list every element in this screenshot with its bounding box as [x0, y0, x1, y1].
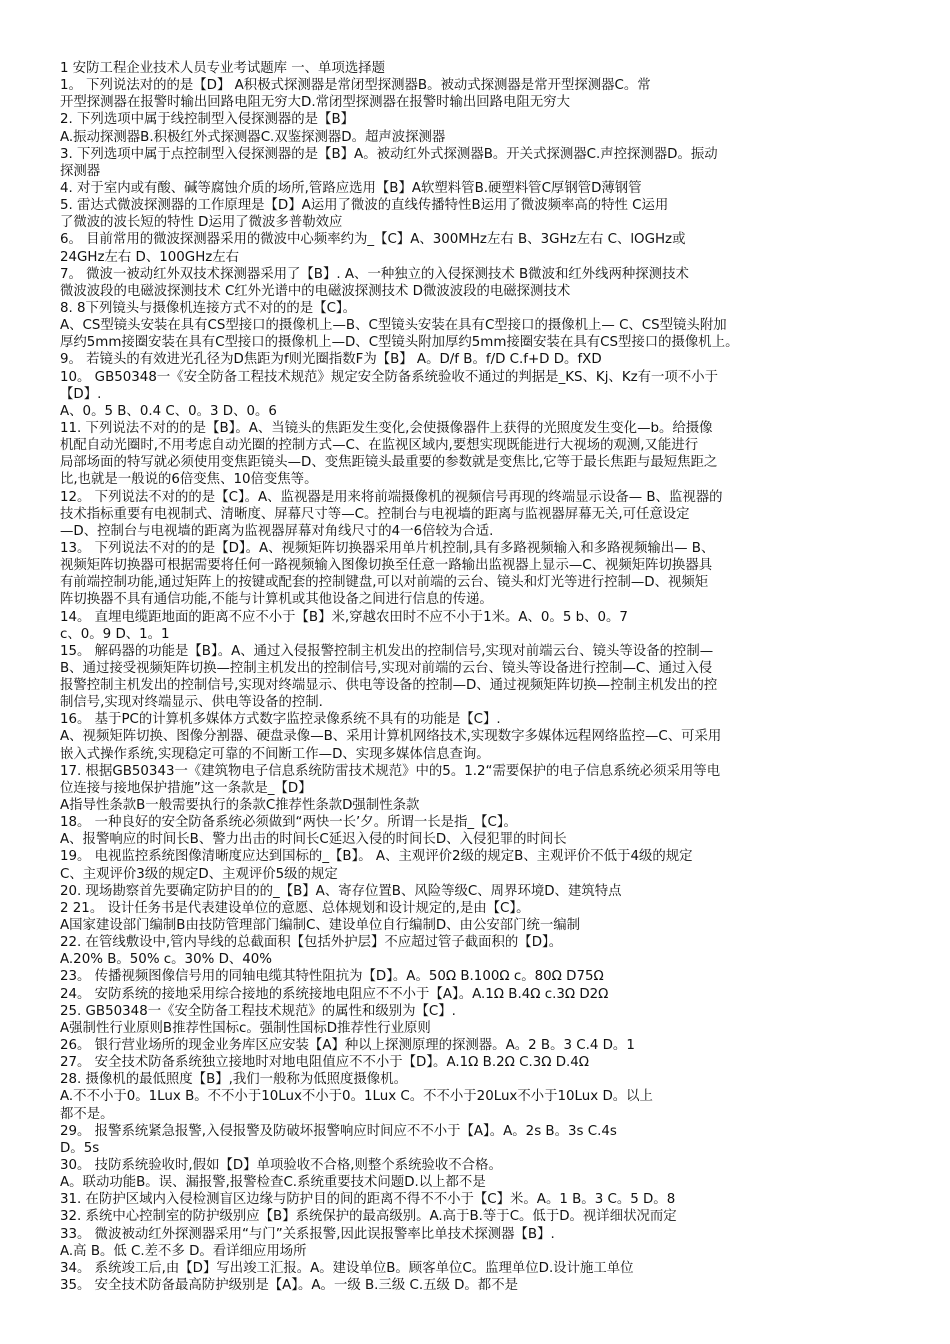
- text-line: 14。 直埋电缆距地面的距离不应不小于【B】米,穿越农田时不应不小于1米。A、0。5 b、0。7: [60, 609, 628, 625]
- text-line: 19。 电视监控系统图像清晰度应达到国标的_【B】。 A、主观评价2级的规定B、主观评价不低于4级的规定: [60, 849, 693, 865]
- text-line: D。5s: [60, 1140, 100, 1156]
- text-line: B、通过接受视频矩阵切换—控制主机发出的控制信号,实现对前端的云台、镜头等设备进行控制—C、通过入侵: [60, 660, 713, 676]
- text-line: 6。 目前常用的微波探测器采用的微波中心频率约为_【C】A、300MHz左右 B、3GHz左右 C、lOGHz或: [60, 232, 686, 248]
- text-line: 16。 基于PC的计算机多媒体方式数字监控录像系统不具有的功能是【C】.: [60, 712, 501, 728]
- text-line: A、报警响应的时间长B、警力出击的时间长C延迟入侵的时间长D、入侵犯罪的时间长: [60, 832, 567, 848]
- text-line: 嵌入式操作系统,实现稳定可靠的不间断工作—D、实现多媒体信息查询。: [60, 746, 490, 762]
- text-line: 1。 下列说法对的的是【D】 A积极式探测器是常闭型探测器B。被动式探测器是常开型探测器C。常: [60, 78, 651, 94]
- text-line: 局部场面的特写就必须使用变焦距镜头—D、变焦距镜头最重要的参数就是变焦比,它等于最长焦距与最短焦距之: [60, 455, 718, 471]
- text-line: 阵切换器不具有通信功能,不能与计算机或其他设备之间进行信息的传递。: [60, 592, 493, 608]
- text-line: A、0。5 B、0.4 C、0。3 D、0。6: [60, 403, 277, 419]
- text-line: 18。 一种良好的安全防备系统必须做到“两快一长’夕。所谓一长是指_【C】。: [60, 815, 517, 831]
- text-line: 4. 对于室内或有酸、碱等腐蚀介质的场所,管路应选用【B】A软塑料管B.硬塑料管C厚钢管D薄钢管: [60, 180, 642, 196]
- text-line: A指导性条款B一般需要执行的条款C推荐性条款D强制性条款: [60, 798, 420, 814]
- text-line: 24GHz左右 D、100GHz左右: [60, 249, 240, 265]
- text-line: 机配自动光圈时,不用考虑自动光圈的控制方式—C、在监视区域内,要想实现既能进行大视场的观测,又能进行: [60, 438, 699, 454]
- text-line: A.高 B。低 C.差不多 D。看详细应用场所: [60, 1243, 307, 1259]
- text-line: 26。 银行营业场所的现金业务库区应安装【A】种以上探测原理的探测器。A。2 B。3 C.4 D。1: [60, 1038, 635, 1054]
- text-line: A.20% B。50% c。30% D、40%: [60, 952, 273, 968]
- text-line: —D、控制台与电视墙的距离为监视器屏幕对角线尺寸的4一6倍较为合适.: [60, 523, 494, 539]
- text-line: 5. 雷达式微波探测器的工作原理是【D】A运用了微波的直线传播特性B运用了微波频率高的特性 C运用: [60, 198, 669, 214]
- text-line: 12。 下列说法不对的的是【C】。A、监视器是用来将前端摄像机的视频信号再现的终端显示设备— B、监视器的: [60, 489, 723, 505]
- text-line: 厚约5mm接圈安装在具有C型接口的摄像机上—D、C型镜头附加厚约5mm接圈安装在具有CS型接口的摄像机上。: [60, 335, 739, 351]
- text-line: A.振动探测器B.积极红外式探测器C.双鉴探测器D。超声波探测器: [60, 129, 446, 145]
- text-line: C、主观评价3级的规定D、主观评价5级的规定: [60, 866, 338, 882]
- text-line: 29。 报警系统紧急报警,入侵报警及防破坏报警响应时间应不不小于【A】。A。2s B。3s C.4s: [60, 1123, 617, 1139]
- text-line: c、0。9 D、1。1: [60, 626, 170, 642]
- text-line: 【D】.: [60, 386, 102, 402]
- text-line: 7。 微波一被动红外双技术探测器采用了【B】. A、一种独立的入侵探测技术 B微波和红外线两种探测技术: [60, 266, 689, 282]
- text-line: A。联动功能B。误、漏报警,报警检查C.系统重要技术问题D.以上都不是: [60, 1175, 486, 1191]
- text-line: 28. 摄像机的最低照度【B】,我们一般称为低照度摄像机。: [60, 1072, 407, 1088]
- text-line: A强制性行业原则B推荐性国标c。强制性国标D推荐性行业原则: [60, 1020, 431, 1036]
- text-line: 制信号,实现对终端显示、供电等设备的控制.: [60, 695, 323, 711]
- text-line: 2. 下列选项中属于线控制型入侵探测器的是【B】: [60, 112, 355, 128]
- text-line: 微波波段的电磁波探测技术 C红外光谱中的电磁波探测技术 D微波波段的电磁探测技术: [60, 283, 571, 299]
- text-line: 报警控制主机发出的控制信号,实现对终端显示、供电等设备的控制—D、通过视频矩阵切换—控制主机发出的控: [60, 678, 718, 694]
- text-line: 24。 安防系统的接地采用综合接地的系统接地电阻应不不小于【A】。A.1Ω B.4Ω c.3Ω D2Ω: [60, 986, 609, 1002]
- text-line: 探测器: [60, 163, 101, 179]
- text-line: 31. 在防护区域内入侵检测盲区边缘与防护目的间的距离不得不不小于【C】米。A。1 B。3 C。5 D。8: [60, 1192, 676, 1208]
- text-line: 11. 下列说法不对的的是【B】。A、当镜头的焦距发生变化,会使摄像器件上获得的光照度发生变化—b。给摄像: [60, 420, 713, 436]
- text-line: 20. 现场勘察首先要确定防护目的的_【B】A、寄存位置B、风险等级C、周界环境D、建筑特点: [60, 883, 622, 899]
- text-line: 1 安防工程企业技术人员专业考试题库 一、单项选择题: [60, 61, 386, 76]
- text-line: A、CS型镜头安装在具有CS型接口的摄像机上—B、C型镜头安装在具有C型接口的摄像机上— C、CS型镜头附加: [60, 318, 727, 334]
- text-line: 了微波的波长短的特性 D运用了微波多普勒效应: [60, 215, 343, 231]
- text-line: 8. 8下列镜头与摄像机连接方式不对的的是【C】。: [60, 300, 357, 316]
- text-line: 技术指标重要有电视制式、清晰度、屏幕尺寸等—C。控制台与电视墙的距离与监视器屏幕无关,可任意设定: [60, 506, 690, 522]
- text-line: 3. 下列选项中属于点控制型入侵探测器的是【B】A。被动红外式探测器B。开关式探测器C.声控探测器D。振动: [60, 146, 718, 162]
- text-line: A、视频矩阵切换、图像分割器、硬盘录像—B、采用计算机网络技术,实现数字多媒体远程网络监控—C、可采用: [60, 729, 722, 745]
- text-line: 有前端控制功能,通过矩阵上的按键或配套的控制键盘,可以对前端的云台、镜头和灯光等进行控制—D、视频矩: [60, 575, 709, 591]
- text-line: 都不是。: [60, 1106, 114, 1122]
- text-line: 32. 系统中心控制室的防护级别应【B】系统保护的最高级别。A.高于B.等于C。低于D。视详细状况而定: [60, 1209, 677, 1225]
- text-line: 比,也就是一般说的6倍变焦、10倍变焦等。: [60, 472, 318, 488]
- text-line: 30。 技防系统验收时,假如【D】单项验收不合格,则整个系统验收不合格。: [60, 1158, 502, 1173]
- text-line: 35。 安全技术防备最高防护级别是【A】。A。一级 B.三级 C.五级 D。都不是: [60, 1277, 518, 1293]
- text-line: 33。 微波被动红外探测器采用“与门”关系报警,因此误报警率比单技术探测器【B】.: [60, 1226, 555, 1242]
- exam-document: [60, 60, 896, 1294]
- text-line: 视频矩阵切换器可根据需要将任何一路视频输入图像切换至任意一路输出监视器上显示—C、视频矩阵切换器具: [60, 558, 713, 574]
- text-line: 27。 安全技术防备系统独立接地时对地电阻值应不不小于【D】。A.1Ω B.2Ω C.3Ω D.4Ω: [60, 1055, 590, 1071]
- text-line: 22. 在管线敷设中,管内导线的总截面积【包括外护层】不应超过管子截面积的【D】。: [60, 935, 563, 951]
- text-line: 2 21。 设计任务书是代表建设单位的意愿、总体规划和设计规定的,是由【C】。: [60, 900, 530, 916]
- text-line: 9。 若镜头的有效进光孔径为D焦距为f则光圈指数F为【B】 A。D/f B。f/D C.f+D D。fXD: [60, 352, 602, 368]
- text-line: 开型探测器在报警时输出回路电阻无穷大D.常闭型探测器在报警时输出回路电阻无穷大: [60, 95, 571, 111]
- text-line: 17. 根据GB50343一《建筑物电子信息系统防雷技术规范》中的5。1.2“需要保护的电子信息系统必须采用等电: [60, 763, 721, 779]
- text-line: A国家建设部门编制B由技防管理部门编制C、建设单位自行编制D、由公安部门统一编制: [60, 918, 581, 934]
- text-line: A.不不小于0。1Lux B。不不小于10Lux不小于0。1Lux C。不不小于20Lux不小于10Lux D。以上: [60, 1089, 653, 1105]
- text-line: 10。 GB50348一《安全防备工程技术规范》规定安全防备系统验收不通过的判据是_KS、Kj、Kz有一项不小于: [60, 369, 718, 385]
- text-line: 13。 下列说法不对的的是【D】。A、视频矩阵切换器采用单片机控制,具有多路视频输入和多路视频输出— B、: [60, 540, 715, 556]
- text-line: 25. GB50348一《安全防备工程技术规范》的属性和级别为【C】.: [60, 1003, 456, 1019]
- text-line: 15。 解码器的功能是【B】。A、通过入侵报警控制主机发出的控制信号,实现对前端云台、镜头等设备的控制—: [60, 643, 714, 659]
- text-line: 23。 传播视频图像信号用的同轴电缆其特性阻抗为【D】。A。50Ω B.100Ω c。80Ω D75Ω: [60, 969, 604, 985]
- text-line: 34。 系统竣工后,由【D】写出竣工汇报。A。建设单位B。顾客单位C。监理单位D.设计施工单位: [60, 1260, 634, 1276]
- text-line: 位连接与接地保护措施”这一条款是_【D】: [60, 780, 312, 796]
